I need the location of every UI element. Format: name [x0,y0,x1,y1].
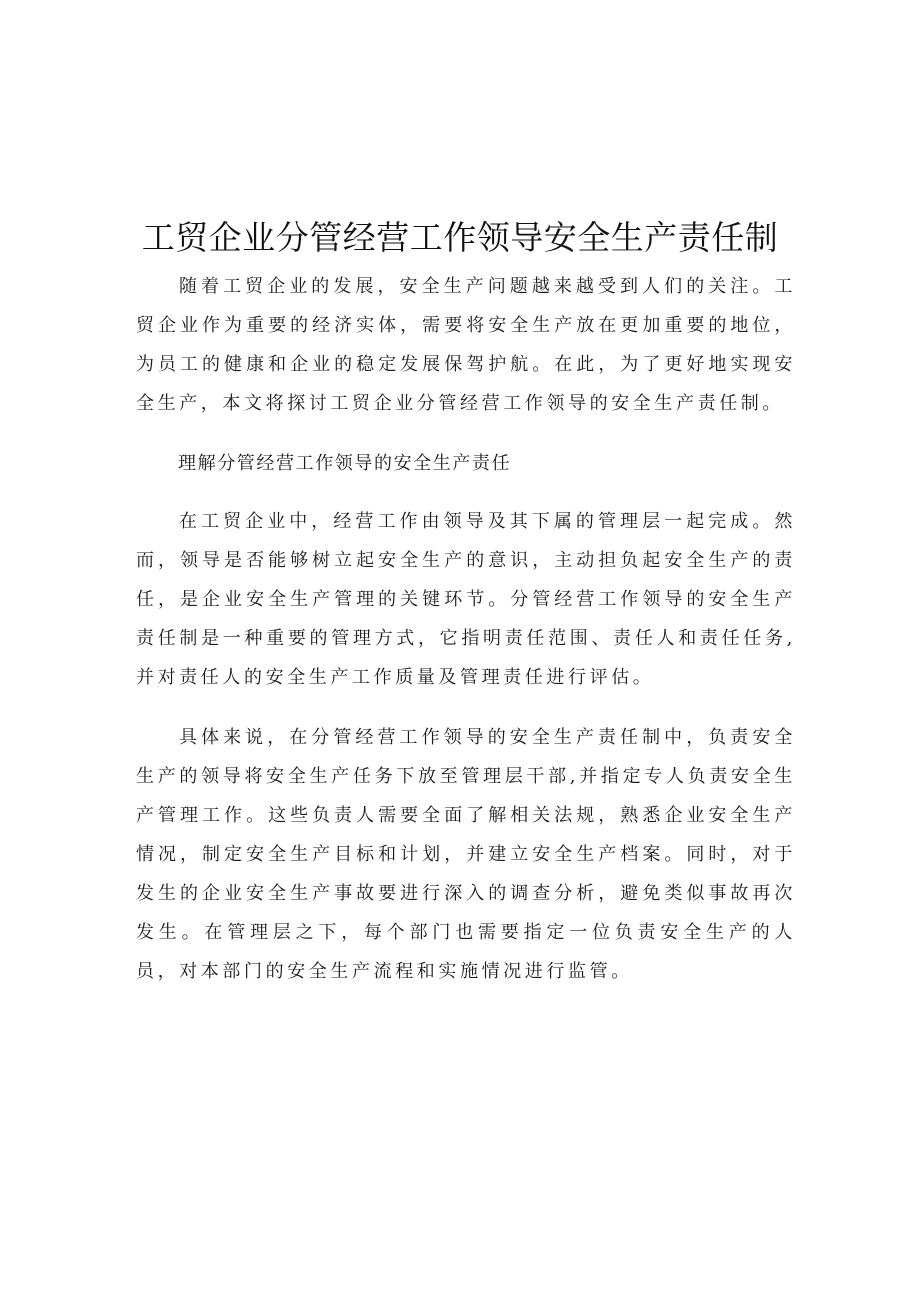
section-heading: 理解分管经营工作领导的安全生产责任 [178,453,512,474]
body-paragraph-details: 具体来说，在分管经营工作领导的安全生产责任制中，负责安全生产的领导将安全生产任务下放至管理层干部,并指定专人负责安全生产管理工作。这些负责人需要全面了解相关法规，熟悉企业安全生产情况，制定安全生产目标和计划，并建立安全生产档案。同时，对于发生的企业安全生产事故要进行深入的调查分析，避免类似事故再次发生。在管理层之下，每个部门也需要指定一位负责安全生产的人员，对本部门的安全生产流程和实施情况进行监管。 [136,727,796,982]
body-paragraph-responsibility: 在工贸企业中，经营工作由领导及其下属的管理层一起完成。然而，领导是否能够树立起安全生产的意识，主动担负起安全生产的责任，是企业安全生产管理的关键环节。分管经营工作领导的安全生产责任制是一种重要的管理方式，它指明责任范围、责任人和责任任务,并对责任人的安全生产工作质量及管理责任进行评估。 [136,511,796,688]
document-title: 工贸企业分管经营工作领导安全生产责任制 [141,218,779,257]
intro-paragraph: 随着工贸企业的发展，安全生产问题越来越受到人们的关注。工贸企业作为重要的经济实体，需要将安全生产放在更加重要的地位，为员工的健康和企业的稳定发展保驾护航。在此，为了更好地实现安全生产，本文将探讨工贸企业分管经营工作领导的安全生产责任制。 [136,276,796,414]
